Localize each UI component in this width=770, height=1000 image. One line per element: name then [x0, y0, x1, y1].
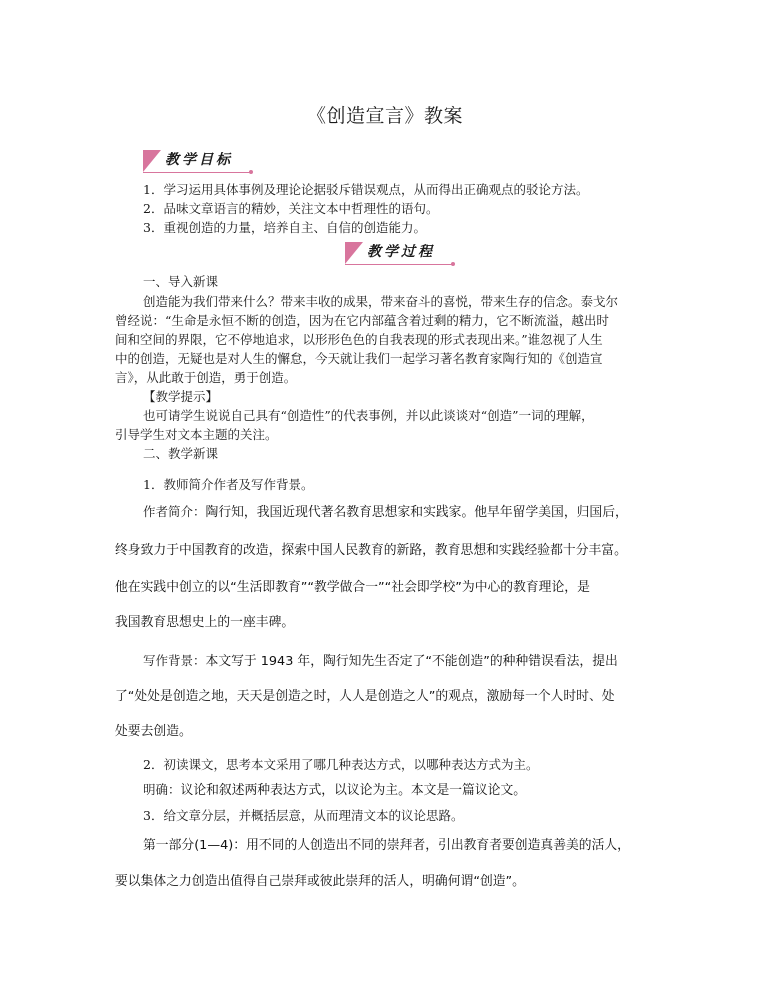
- intro-line: 曾经说：“生命是永恒不断的创造，因为在它内部蕴含着过剩的精力，它不断流溢，越出时: [115, 313, 609, 328]
- author-line: 我国教育思想史上的一座丰碑。: [115, 615, 295, 630]
- intro-line: 创造能为我们带来什么？带来丰收的成果，带来奋斗的喜悦，带来生存的信念。泰戈尔: [143, 294, 619, 309]
- intro-line: 言》，从此敢于创造，勇于创造。: [115, 370, 297, 385]
- part-one-label: 第一部分(1—4)：: [143, 838, 247, 853]
- part-one-line: 要以集体之力创造出值得自己崇拜或彼此崇拜的活人，明确何谓“创造”。: [115, 874, 525, 889]
- part1-heading: 一、导入新课: [143, 274, 219, 289]
- step-1: 1．教师简介作者及写作背景。: [143, 477, 314, 492]
- part-one-line: 第一部分(1—4)：用不同的人创造出不同的崇拜者，引出教育者要创造真善美的活人，: [143, 838, 630, 853]
- section-marker-icon: [143, 150, 161, 172]
- page-title: 《创造宣言》教案: [306, 105, 463, 127]
- section-label-goals: 教学目标: [143, 150, 258, 176]
- section-marker-icon: [345, 242, 363, 264]
- author-intro-line: 作者简介：陶行知，我国近现代著名教育思想家和实践家。他早年留学美国，归国后，: [143, 504, 628, 520]
- part2-heading: 二、教学新课: [143, 446, 219, 461]
- tip-line: 引导学生对文本主题的关注。: [115, 427, 278, 442]
- section-dot-icon: [451, 262, 455, 266]
- answer-label: 明确：: [143, 782, 181, 797]
- intro-line: 中的创造，无疑也是对人生的懈怠，今天就让我们一起学习著名教育家陶行知的《创造宣: [115, 351, 603, 366]
- goal-item: 2．品味文章语言的精妙，关注文本中哲理性的语句。: [143, 201, 439, 216]
- author-line: 他在实践中创立的以“生活即教育”“教学做合一”“社会即学校”为中心的教育理论，是: [115, 580, 590, 595]
- tip-line: 也可请学生说说自己具有“创造性”的代表事例，并以此谈谈对“创造”一词的理解，: [143, 408, 594, 423]
- tip-heading: 【教学提示】: [143, 389, 219, 404]
- section-dot-icon: [249, 170, 253, 174]
- section-underline: [345, 264, 453, 265]
- author-line: 终身致力于中国教育的改造，探索中国人民教育的新路，教育思想和实践经验都十分丰富。: [115, 543, 627, 558]
- step-3: 3．给文章分层，并概括层意，从而理清文本的议论思路。: [143, 808, 464, 823]
- answer-line: 明确：议论和叙述两种表达方式，以议论为主。本文是一篇议论文。: [143, 782, 527, 798]
- background-label: 写作背景：: [143, 653, 206, 668]
- background-line: 了“处处是创造之地，天天是创造之时，人人是创造之人”的观点，激励每一个人时时、处: [115, 689, 615, 704]
- step-2: 2．初读课文，思考本文采用了哪几种表达方式，以哪种表达方式为主。: [143, 757, 539, 772]
- goal-item: 1．学习运用具体事例及理论论据驳斥错误观点，从而得出正确观点的驳论方法。: [143, 182, 589, 197]
- background-line: 处要去创造。: [115, 724, 192, 739]
- intro-line: 间和空间的界限，它不停地追求，以形形色色的自我表现的形式表现出来。”谁忽视了人生: [115, 332, 603, 347]
- author-label: 作者简介：: [143, 504, 206, 519]
- background-line: 写作背景：本文写于 1943 年，陶行知先生否定了“不能创造”的种种错误看法，提出: [143, 653, 618, 669]
- goal-item: 3．重视创造的力量，培养自主、自信的创造能力。: [143, 220, 426, 235]
- section-underline: [143, 172, 251, 173]
- section-label-process: 教学过程: [345, 242, 460, 268]
